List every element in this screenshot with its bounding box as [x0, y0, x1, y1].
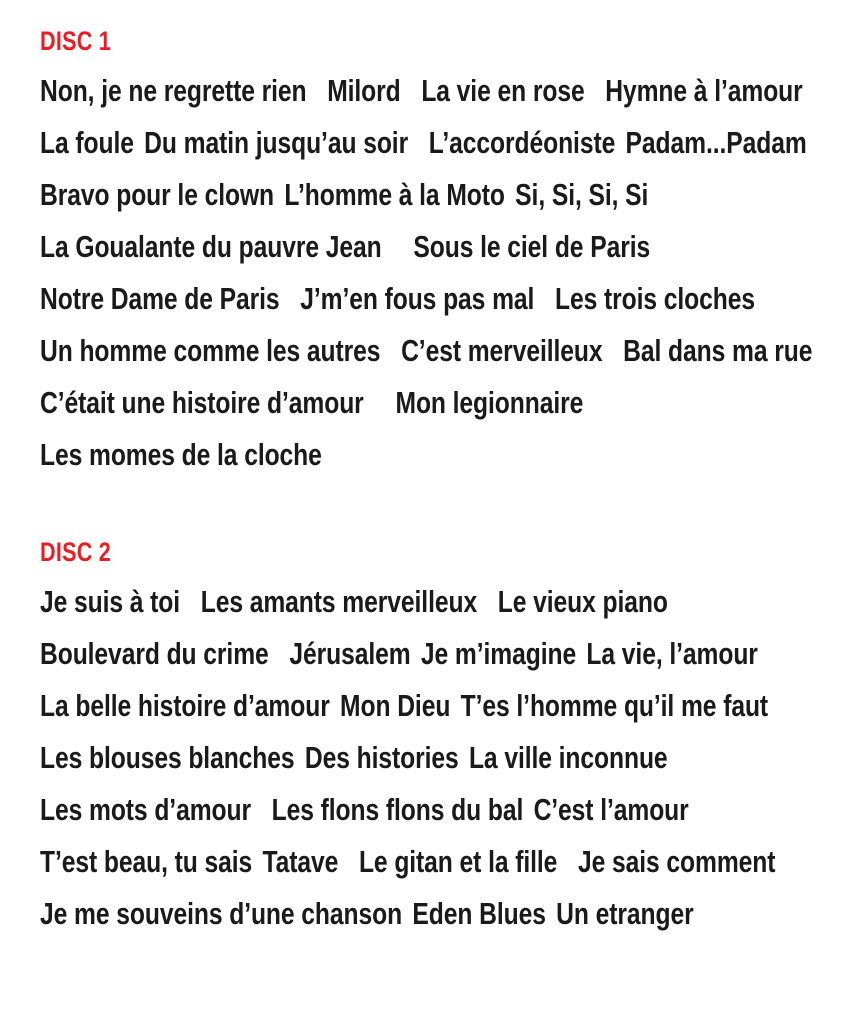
- track-title: C’était une histoire d’amour: [40, 385, 364, 420]
- track-line: [40, 169, 835, 221]
- disc-section-1: [40, 26, 834, 481]
- track-title: Notre Dame de Paris: [40, 281, 280, 316]
- track-title: Un etranger: [556, 896, 694, 931]
- track-title: La vie en rose: [421, 73, 585, 108]
- track-title: La Goualante du pauvre Jean: [40, 229, 382, 264]
- track-title: La foule: [40, 125, 134, 160]
- track-title: Des histories: [304, 740, 459, 775]
- track-title: T’est beau, tu sais: [40, 844, 253, 879]
- track-line: [40, 65, 835, 117]
- track-title: Si, Si, Si, Si: [515, 177, 649, 212]
- track-title: Je sais comment: [577, 844, 776, 879]
- track-title: Non, je ne regrette rien: [40, 73, 307, 108]
- track-title: L’homme à la Moto: [284, 177, 505, 212]
- section-divider: [40, 481, 834, 537]
- track-line: [40, 680, 835, 732]
- track-line: [40, 273, 835, 325]
- track-title: La vie, l’amour: [586, 636, 758, 671]
- track-line: [40, 117, 835, 169]
- track-title: Les trois cloches: [554, 281, 755, 316]
- track-title: Hymne à l’amour: [605, 73, 803, 108]
- track-line: [40, 836, 835, 888]
- track-title: Bal dans ma rue: [623, 333, 813, 368]
- track-title: Sous le ciel de Paris: [413, 229, 651, 264]
- track-title: La belle histoire d’amour: [40, 688, 330, 723]
- track-line: [40, 888, 835, 940]
- track-line: [40, 732, 835, 784]
- track-title: Eden Blues: [412, 896, 546, 931]
- track-title: Le vieux piano: [497, 584, 668, 619]
- disc-heading-1: DISC 1: [40, 26, 112, 56]
- track-title: Les blouses blanches: [40, 740, 295, 775]
- track-title: Du matin jusqu’au soir: [144, 125, 409, 160]
- track-title: Je suis à toi: [40, 584, 181, 619]
- track-title: La ville inconnue: [468, 740, 668, 775]
- track-line: [40, 628, 835, 680]
- track-title: L’accordéoniste: [428, 125, 616, 160]
- track-title: Je m’imagine: [420, 636, 577, 671]
- track-title: C’est merveilleux: [401, 333, 603, 368]
- track-title: Boulevard du crime: [40, 636, 269, 671]
- disc-section-2: [40, 537, 834, 940]
- track-line: [40, 784, 835, 836]
- track-title: Mon Dieu: [340, 688, 451, 723]
- track-title: Je me souveins d’une chanson: [40, 896, 403, 931]
- track-title: J’m’en fous pas mal: [300, 281, 535, 316]
- track-title: T’es l’homme qu’il me faut: [460, 688, 769, 723]
- track-title: Les mots d’amour: [40, 792, 251, 827]
- track-title: Tatave: [262, 844, 339, 879]
- track-title: Le gitan et la fille: [358, 844, 558, 879]
- track-list-disc-1: [40, 65, 834, 481]
- disc-heading-2: DISC 2: [40, 537, 112, 567]
- track-line: [40, 377, 835, 429]
- track-title: C’est l’amour: [533, 792, 689, 827]
- track-line: [40, 325, 835, 377]
- track-line: [40, 576, 835, 628]
- track-title: Un homme comme les autres: [40, 333, 381, 368]
- track-list-disc-2: [40, 576, 834, 940]
- track-title: Les amants merveilleux: [200, 584, 478, 619]
- track-title: Mon legionnaire: [395, 385, 584, 420]
- track-title: Jérusalem: [289, 636, 411, 671]
- track-title: Padam...Padam: [625, 125, 807, 160]
- track-line: [40, 429, 835, 481]
- track-line: [40, 221, 835, 273]
- track-title: Les flons flons du bal: [271, 792, 524, 827]
- track-title: Bravo pour le clown: [40, 177, 275, 212]
- track-title: Milord: [327, 73, 401, 108]
- track-title: Les momes de la cloche: [40, 437, 322, 472]
